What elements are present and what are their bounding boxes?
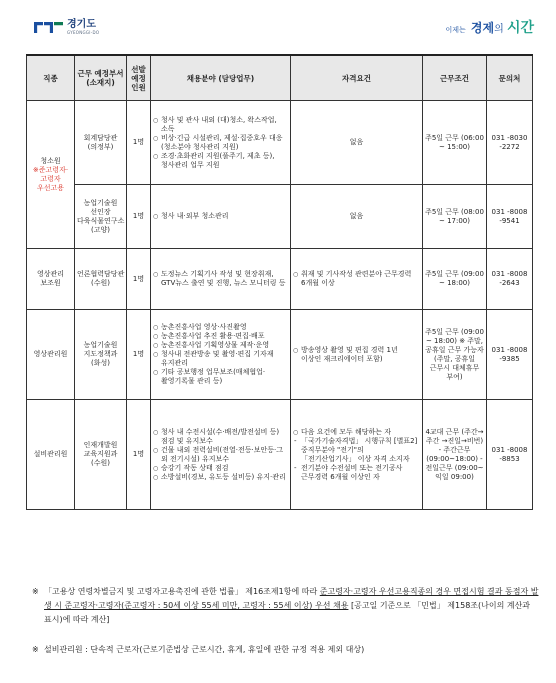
department-cell: 회계담당관 (의정부) [75,101,127,185]
note-emphasis: 준고령자·고령자 우선고용직종의 경우 면접시험 결과 동점자 발생 시 준고령자·고령자(준고령자 : 50세 이상 55세 미만, 고령자 : 55세 이상) 우선 채용 [44,587,539,610]
conditions-cell: 주5일 근무 (09:00 ~ 18:00) ※ 주말, 공휴일 근무 가능자 (주말, 공휴일 근무시 대체휴무 부여) [423,310,487,400]
job-table [26,54,533,510]
tasks-cell: ○ 청사 내 수전시설(수·배전/발전설비 등) 점검 및 유지보수 ○ 건물 내외 전력설비(전열·전등·보안등·그 외 전기시설) 유지보수 ○ 승강기 작동 상태 점검 ○ 소방설비(경보, 유도등 설비등) 유지·관리 [151,400,291,510]
category-cell: 설비관리원 [27,400,75,510]
logo-name: 경기도 [67,19,96,30]
category-cell: 청소원 ※준고령자·고령자 우선고용 [27,101,75,249]
gyeonggi-logo [34,20,99,35]
header-contact: 문의처 [487,55,533,101]
contact-cell: 031 -8008 -8853 [487,400,533,510]
page-header [0,0,556,48]
count-cell: 1명 [127,400,151,510]
conditions-cell: 주5일 근무 (08:00 ~ 17:00) [423,185,487,249]
age-priority-note: ※ 「고용상 연령차별금지 및 고령자고용촉진에 관한 법률」 제16조제1항에 따라 준고령자·고령자 우선고용직종의 경우 면접시험 결과 동점자 발생 시 준고령자·고령자(준고령자 : 50세 이상 55세 미만, 고령자 : 55세 이상) 우선 채용 [공고일 기준으로 「민법」 제158조(나이의 계산과 표시)에 따라 계산] [32,587,539,624]
conditions-cell: 주5일 근무 (09:00 ~ 18:00) [423,249,487,310]
table-row [27,400,533,510]
conditions-cell: 주5일 근무 (06:00 ~ 15:00) [423,101,487,185]
contact-cell: 031 -8030 -2272 [487,101,533,185]
priority-note: ※준고령자·고령자 우선고용 [32,165,69,192]
conditions-cell: 4교대 근무 (주간→주간 →진일→비번) - 주간근무 (09:00~18:00) - 전일근무 (09:00~익일 09:00) [423,400,487,510]
table-row [27,310,533,400]
table-row [27,185,533,249]
qualifications-cell: 없음 [291,185,423,249]
department-cell: 농업기술원 선인장 다육식물연구소 (고양) [75,185,127,249]
gyeonggi-logo-mark [34,22,63,33]
department-cell: 인재개발원 교육지원과 (수원) [75,400,127,510]
contact-cell: 031 -8008 -2643 [487,249,533,310]
logo-sub: GYEONGGI-DO [67,30,100,35]
header-count: 선발 예정 인원 [127,55,151,101]
header-department: 근무 예정부서 (소재지) [75,55,127,101]
department-cell: 농업기술원 지도정책과 (화성) [75,310,127,400]
tasks-cell: ○ 청사 및 관사 내외 (대)청소, 왁스작업, 소독 ○ 비상·긴급 시설관리, 제설·집중호우 대응(청소분야 청사관리 지원) ○ 조경·초화관리 지원(풀주기, 제초 등), 청사관리 업무 지원 [151,101,291,185]
contact-cell: 031 -8008 -9541 [487,185,533,249]
department-cell: 언론협력담당관 (수원) [75,249,127,310]
table-row [27,249,533,310]
qualifications-cell: ○ 취재 및 기사작성 관련분야 근무경력 6개월 이상 [291,249,423,310]
category-cell: 영상관리원 [27,310,75,400]
note-mark: ※ [32,645,39,654]
tasks-cell: ○ 농촌진흥사업 영상·사진촬영 ○ 농촌진흥사업 추진 활용·편집·배포 ○ 농촌진흥사업 기획영상물 제작·운영 ○ 청사내 전관방송 및 촬영·편집 기자재 유지관리 ○ 기타 공보행정 업무보조(매체협업·촬영기록물 관리 등) [151,310,291,400]
qualifications-cell: ○ 방송영상 촬영 및 편집 경력 1년 이상인 재크리에이터 포함) [291,310,423,400]
slogan-logo: 이제는 경제의 시간 [445,20,534,36]
facility-worker-note: ※ 설비관리원 : 단속적 근로자(근로기준법상 근로시간, 휴게, 휴일에 관한 규정 적용 제외 대상) [32,643,540,657]
tasks-cell: ○ 청사 내·외부 청소관리 [151,185,291,249]
qualifications-cell: ○ 다음 요건에 모두 해당하는 자 - 「국가기술자격법」 시행규칙 [별표2] 중직무분야 "전기"의 「전기산업기사」 이상 자격 소지자 - 전기분야 수전설비 또는 전기공사 근무경력 6개월 이상인 자 [291,400,423,510]
qualifications-cell: 없음 [291,101,423,185]
count-cell: 1명 [127,101,151,185]
count-cell: 1명 [127,185,151,249]
header-conditions: 근무조건 [423,55,487,101]
count-cell: 1명 [127,249,151,310]
header-category: 직종 [27,55,75,101]
contact-cell: 031 -8008 -9385 [487,310,533,400]
category-cell: 영상관리 보조원 [27,249,75,310]
header-tasks: 채용분야 (담당업무) [151,55,291,101]
table-row [27,101,533,185]
note-mark: ※ [32,587,39,596]
table-header-row [27,55,533,101]
tasks-cell: ○ 도정뉴스 기획기사 작성 및 현장취재, GTV뉴스 출연 및 진행, 뉴스 모니터링 등 [151,249,291,310]
count-cell: 1명 [127,310,151,400]
header-qualifications: 자격요건 [291,55,423,101]
